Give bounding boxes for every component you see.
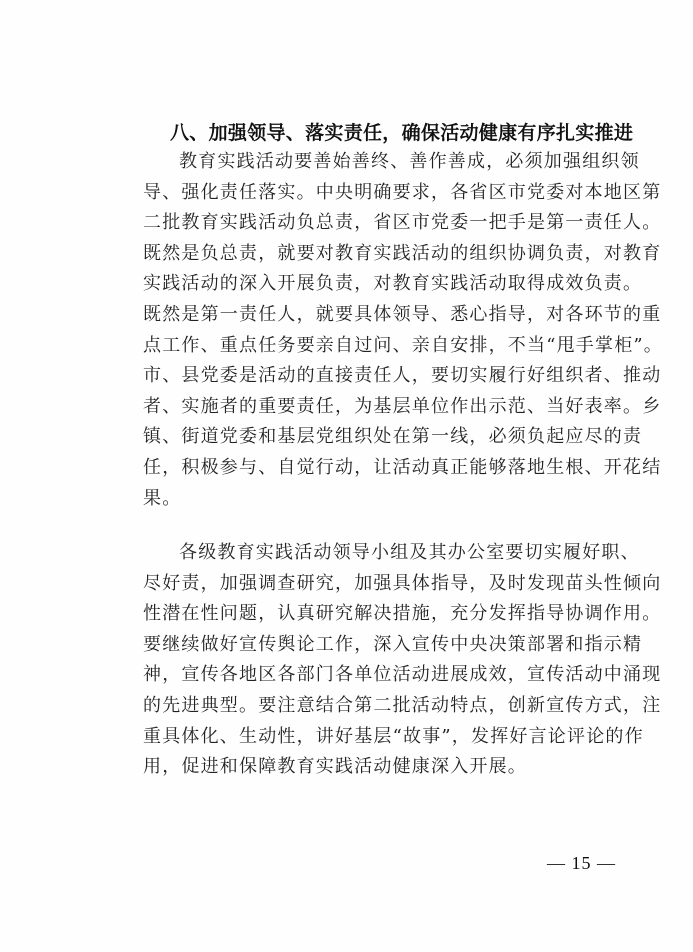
text-line: 果。 [143, 487, 182, 509]
text-line: 者、实施者的重要责任，为基层单位作出示范、当好表率。乡 [143, 395, 662, 417]
text-line: 性潜在性问题，认真研究解决措施，充分发挥指导协调作用。 [143, 603, 662, 625]
text-line: 要继续做好宣传舆论工作，深入宣传中央决策部署和指示精 [143, 633, 643, 655]
paragraph-2 [143, 538, 662, 783]
section-heading: 八、加强领导、落实责任，确保活动健康有序扎实推进 [170, 122, 634, 144]
text-line: 重具体化、生动性，讲好基层“故事”，发挥好言论评论的作 [143, 725, 644, 747]
text-line: 点工作、重点任务要亲自过问、亲自安排，不当“甩手掌柜”。 [143, 334, 664, 356]
text-line: 用，促进和保障教育实践活动健康深入开展。 [143, 756, 527, 778]
text-line: 市、县党委是活动的直接责任人，要切实履行好组织者、推动 [143, 365, 662, 387]
page-number: — 15 — [547, 853, 616, 873]
paragraph-1 [143, 147, 664, 514]
text-line: 二批教育实践活动负总责，省区市党委一把手是第一责任人。 [143, 212, 662, 234]
text-line: 镇、街道党委和基层党组织处在第一线，必须负起应尽的责 [143, 426, 643, 448]
text-line: 教育实践活动要善始善终、善作善成，必须加强组织领 [179, 151, 640, 172]
text-line: 尽好责，加强调查研究，加强具体指导，及时发现苗头性倾向 [143, 572, 662, 594]
text-line: 实践活动的深入开展负责，对教育实践活动取得成效负责。 [143, 273, 643, 295]
text-line: 导、强化责任落实。中央明确要求，各省区市党委对本地区第 [143, 181, 662, 203]
text-line: 既然是第一责任人，就要具体领导、悉心指导，对各环节的重 [143, 303, 662, 325]
text-line: 既然是负总责，就要对教育实践活动的组织协调负责，对教育 [143, 242, 662, 264]
text-line: 的先进典型。要注意结合第二批活动特点，创新宣传方式，注 [143, 694, 662, 716]
text-line: 任，积极参与、自觉行动，让活动真正能够落地生根、开花结 [143, 456, 662, 478]
text-line: 各级教育实践活动领导小组及其办公室要切实履好职、 [179, 542, 640, 563]
text-line: 神，宣传各地区各部门各单位活动进展成效，宣传活动中涌现 [143, 664, 662, 686]
